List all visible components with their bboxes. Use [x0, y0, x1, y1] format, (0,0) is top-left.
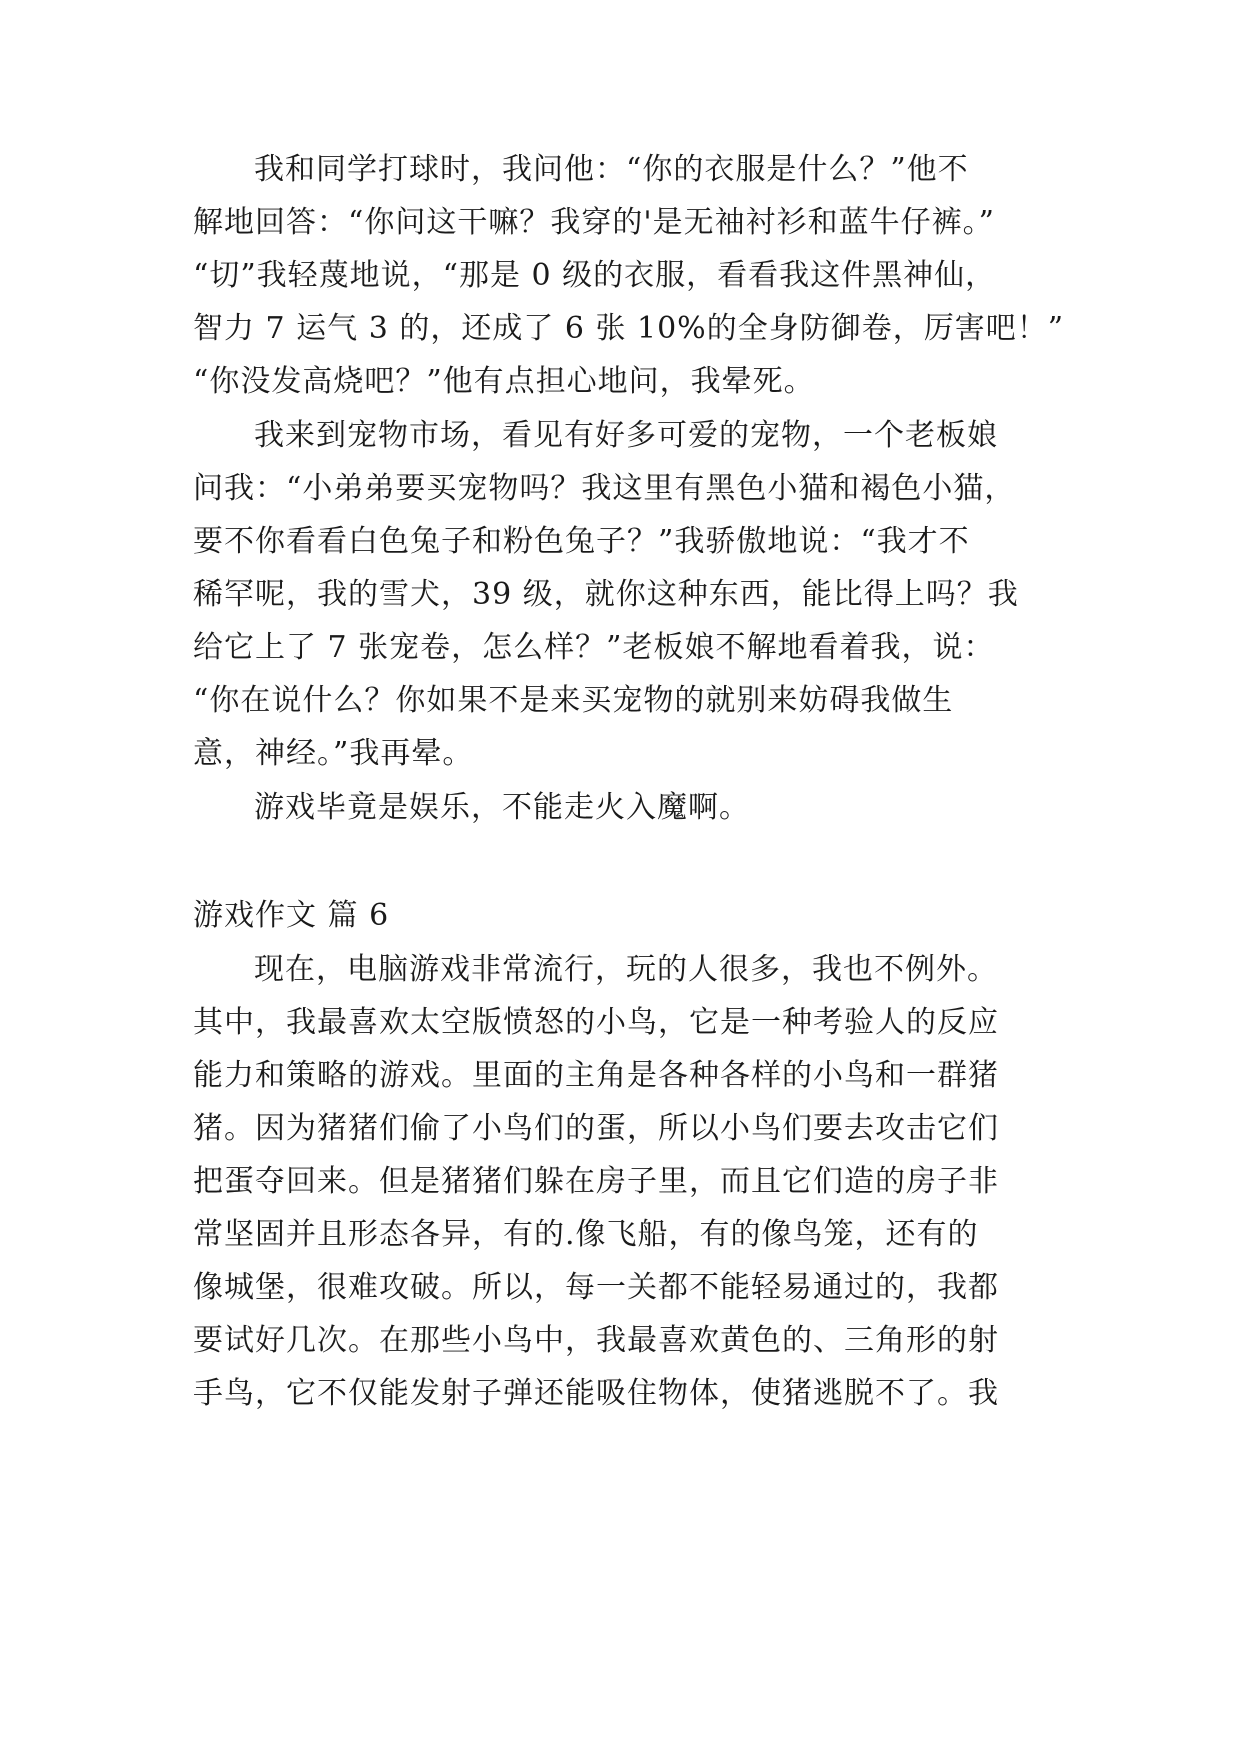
paragraph-line: 意，神经。”我再晕。: [193, 736, 474, 771]
paragraph-line: 智力 7 运气 3 的，还成了 6 张 10%的全身防御卷，厉害吧！”: [193, 311, 1065, 346]
paragraph-line: 把蛋夺回来。但是猪猪们躲在房子里，而且它们造的房子非: [193, 1164, 999, 1199]
paragraph-line: 给它上了 7 张宠卷，怎么样？”老板娘不解地看着我，说：: [193, 630, 995, 665]
paragraph-line: 要不你看看白色兔子和粉色兔子？”我骄傲地说：“我才不: [193, 524, 970, 559]
paragraph-line: 稀罕呢，我的雪犬，39 级，就你这种东西，能比得上吗？我: [193, 577, 1019, 612]
paragraph-line: “切”我轻蔑地说，“那是 0 级的衣服，看看我这件黑神仙，: [193, 258, 997, 293]
paragraph-line: 现在，电脑游戏非常流行，玩的人很多，我也不例外。: [254, 952, 998, 987]
paragraph-line: 手鸟，它不仅能发射子弹还能吸住物体，使猪逃脱不了。我: [193, 1376, 999, 1411]
paragraph-line: 猪。因为猪猪们偷了小鸟们的蛋，所以小鸟们要去攻击它们: [193, 1111, 999, 1146]
paragraph-line: “你没发高烧吧？”他有点担心地问，我晕死。: [193, 364, 815, 399]
paragraph-line: 我来到宠物市场，看见有好多可爱的宠物，一个老板娘: [254, 418, 998, 453]
paragraph-line: 其中，我最喜欢太空版愤怒的小鸟，它是一种考验人的反应: [193, 1005, 999, 1040]
paragraph-line: 常坚固并且形态各异，有的.像飞船，有的像鸟笼，还有的: [193, 1217, 979, 1252]
paragraph-line: 我和同学打球时，我问他：“你的衣服是什么？”他不: [254, 152, 969, 187]
paragraph-line: 解地回答：“你问这干嘛？我穿的'是无袖衬衫和蓝牛仔裤。”: [193, 205, 995, 240]
section-heading: 游戏作文 篇 6: [193, 898, 390, 933]
paragraph-line: 像城堡，很难攻破。所以，每一关都不能轻易通过的，我都: [193, 1270, 999, 1305]
paragraph-line: 游戏毕竟是娱乐，不能走火入魔啊。: [254, 790, 750, 825]
paragraph-line: 问我：“小弟弟要买宠物吗？我这里有黑色小猫和褐色小猫，: [193, 471, 1016, 506]
paragraph-line: 能力和策略的游戏。里面的主角是各种各样的小鸟和一群猪: [193, 1058, 999, 1093]
paragraph-line: 要试好几次。在那些小鸟中，我最喜欢黄色的、三角形的射: [193, 1323, 999, 1358]
paragraph-line: “你在说什么？你如果不是来买宠物的就别来妨碍我做生: [193, 683, 954, 718]
